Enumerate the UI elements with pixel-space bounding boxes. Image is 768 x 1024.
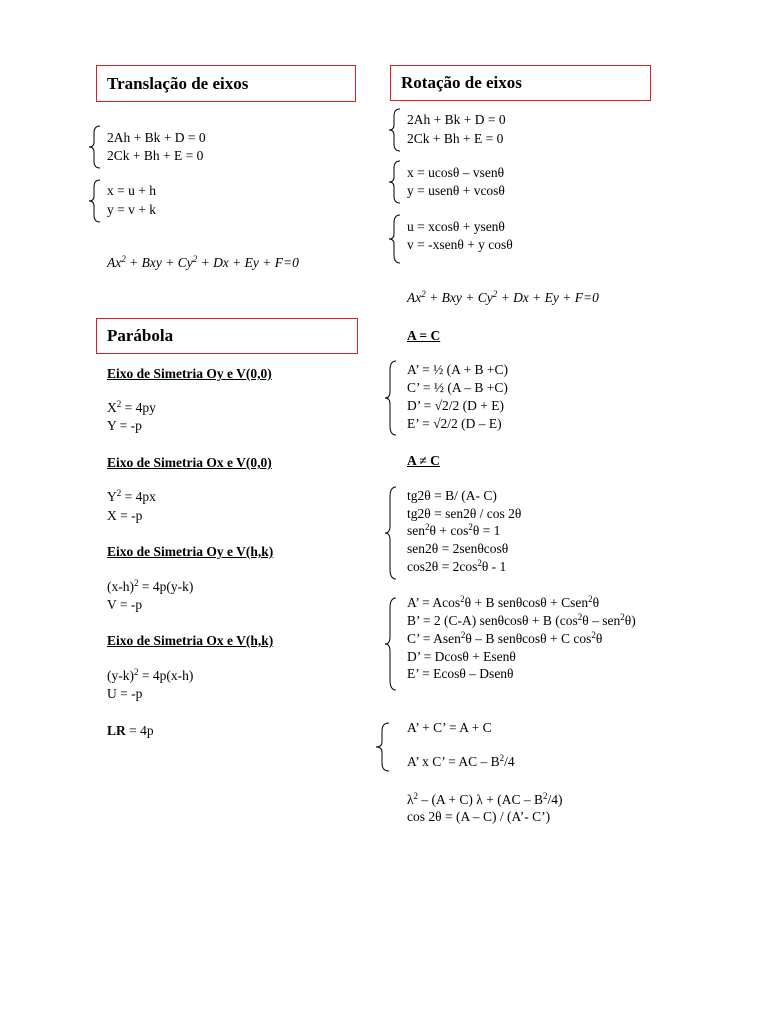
parabola-s1-eq2: Y = -p xyxy=(107,418,142,433)
transform-e-prime: E’ = Ecosθ – Dsenθ xyxy=(407,666,514,681)
parabola-s3-eq1: $(x-h)^2 = 4p(y-k)$ xyxy=(107,578,194,594)
translation-y-eq: y = v + k xyxy=(107,202,156,217)
a-eq-c-line2: C’ = ½ (A – B +C) xyxy=(407,380,508,395)
a-not-equal-c-title: A ≠ C xyxy=(407,453,440,468)
transform-b-prime: B’ = 2 (C-A) senθcosθ + B $(\cos^2\theta - sen^2\theta)$ xyxy=(407,612,636,628)
parabola-s3-eq2: V = -p xyxy=(107,597,143,612)
a-neq-c-line3: $sen^2\theta + \cos^2\theta = 1$ xyxy=(407,522,501,538)
translation-title-box xyxy=(96,65,356,102)
a-eq-c-line1: A’ = ½ (A + B +C) xyxy=(407,362,508,377)
invariant-sum: A’ + C’ = A + C xyxy=(407,720,492,735)
parabola-s2-eq1: $Y^2 = 4px$ xyxy=(107,488,156,504)
parabola-title: Parábola xyxy=(107,326,174,345)
rotation-title: Rotação de eixos xyxy=(401,73,522,92)
brace-icon xyxy=(384,360,398,436)
transform-c-prime: C’ = Asen$^2$θ – B senθcosθ + C $\cos^2\theta$ xyxy=(407,630,603,646)
cos-2theta-equation: cos 2θ = (A – C) / (A’- C’) xyxy=(407,809,551,824)
rotation-eq2: 2Ck + Bh + E = 0 xyxy=(407,131,504,146)
characteristic-equation: $\lambda^2 - (A + C) \lambda + (AC - B^2/4)$ xyxy=(407,791,563,807)
parabola-s4-title: Eixo de Simetria Ox e V(h,k) xyxy=(107,633,274,648)
rotation-u-eq: u = xcosθ + ysenθ xyxy=(407,219,505,234)
right-general-equation: $Ax^2$ + Bxy + $Cy^2 + Dx + Ey + F=0$ xyxy=(407,289,599,305)
brace-icon xyxy=(388,108,402,152)
parabola-s1-eq1: $X^2 = 4py$ xyxy=(107,399,156,415)
parabola-s3-title: Eixo de Simetria Oy e V(h,k) xyxy=(107,544,274,559)
rotation-title-box xyxy=(390,65,651,101)
transform-a-prime: A’ = Acos$^2$θ + B senθcosθ + Csen$^2$θ xyxy=(407,594,600,610)
brace-icon xyxy=(384,597,398,691)
a-neq-c-line1: tg2θ = B/ (A- C) xyxy=(407,488,497,503)
brace-icon xyxy=(88,179,102,223)
brace-icon xyxy=(388,160,402,204)
translation-eq1: 2Ah + Bk + D = 0 xyxy=(107,130,206,145)
rotation-eq1: 2Ah + Bk + D = 0 xyxy=(407,112,506,127)
invariant-product: A’ x C’ = AC – $B^2/4$ xyxy=(407,753,515,769)
brace-icon xyxy=(88,125,102,169)
brace-icon xyxy=(384,486,398,580)
parabola-s1-title: Eixo de Simetria Oy e V(0,0) xyxy=(107,366,272,381)
parabola-s2-title: Eixo de Simetria Ox e V(0,0) xyxy=(107,455,272,470)
parabola-s2-eq2: X = -p xyxy=(107,508,143,523)
a-eq-c-line3: D’ = √2/2 (D + E) xyxy=(407,398,504,413)
brace-icon xyxy=(388,214,402,264)
a-neq-c-line4: sen2θ = 2senθcosθ xyxy=(407,541,509,556)
translation-x-eq: x = u + h xyxy=(107,183,156,198)
parabola-s4-eq2: U = -p xyxy=(107,686,143,701)
translation-title: Translação de eixos xyxy=(107,73,249,93)
rotation-x-eq: x = ucosθ – vsenθ xyxy=(407,165,505,180)
rotation-y-eq: y = usenθ + vcosθ xyxy=(407,183,505,198)
a-neq-c-line5: $\cos 2\theta = 2\cos^2\theta - 1$ xyxy=(407,558,507,574)
parabola-title-box xyxy=(96,318,358,354)
rotation-v-eq: v = -xsenθ + y cosθ xyxy=(407,237,513,252)
translation-eq2: 2Ck + Bh + E = 0 xyxy=(107,148,204,163)
brace-icon xyxy=(375,722,391,772)
latus-rectum: LR = 4p xyxy=(107,723,154,738)
left-general-equation: $Ax^2$ + Bxy + $Cy^2 + Dx + Ey + F=0$ xyxy=(107,254,299,270)
a-neq-c-line2: tg2θ = sen2θ / cos 2θ xyxy=(407,506,522,521)
a-eq-c-line4: E’ = √2/2 (D – E) xyxy=(407,416,502,431)
transform-d-prime: D’ = Dcosθ + Esenθ xyxy=(407,649,516,664)
parabola-s4-eq1: $(y-k)^2 = 4p(x-h)$ xyxy=(107,667,194,683)
a-equals-c-title: A = C xyxy=(407,328,441,343)
